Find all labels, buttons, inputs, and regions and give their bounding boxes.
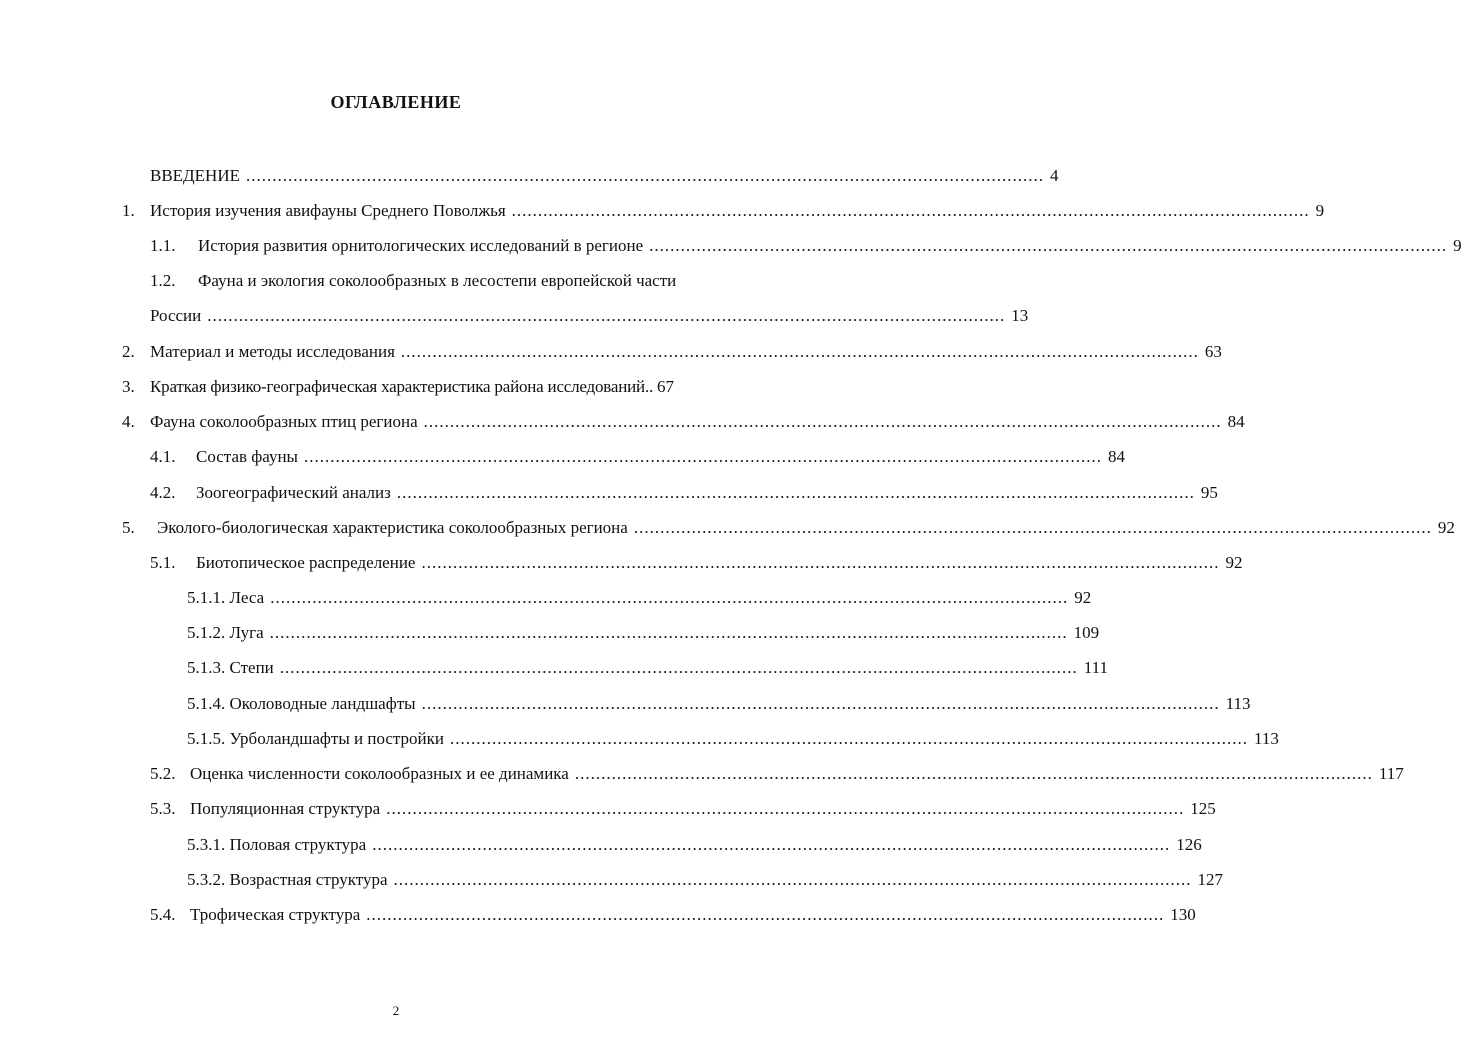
toc-leader: ........................................................................................................................................................ xyxy=(649,236,1448,255)
toc-entry-page: 92 xyxy=(1225,553,1243,572)
toc-entry-number: 4. xyxy=(122,412,135,431)
toc-entry xyxy=(187,869,1224,891)
toc-entry-page: 84 xyxy=(1227,412,1245,431)
toc-entry-page: 130 xyxy=(1170,905,1196,924)
toc-entry-number: 3. xyxy=(122,377,135,396)
toc-entry-page: 109 xyxy=(1073,623,1100,642)
toc-entry-label: Популяционная структура xyxy=(190,799,381,818)
toc-entry-page: 63 xyxy=(1204,342,1222,361)
toc-entry-label: Трофическая структура xyxy=(190,905,361,924)
toc-entry xyxy=(190,904,1196,926)
toc-leader: ........................................................................................................................................................ xyxy=(279,658,1078,677)
toc-leader: ........................................................................................................................................................ xyxy=(396,483,1195,502)
toc-leader: ........................................................................................................................................................ xyxy=(511,201,1310,220)
toc-entry-page: 4 xyxy=(1049,166,1059,185)
toc-entry xyxy=(187,587,1092,609)
toc-entry xyxy=(150,376,724,398)
toc-entry-page: 125 xyxy=(1190,799,1216,818)
toc-leader: ........................................................................................................................................................ xyxy=(386,799,1185,818)
toc-entry-number: 1. xyxy=(122,201,135,220)
toc-entry xyxy=(198,235,1462,257)
toc-leader: ........................................................................................................................................................ xyxy=(450,729,1249,748)
toc-entry-number: 5. xyxy=(122,518,135,537)
toc-leader: ........................................................................................................................................................ xyxy=(421,553,1220,572)
toc-entry-label: 5.1.2. Луга xyxy=(187,623,264,642)
toc-title: ОГЛАВЛЕНИЕ xyxy=(330,92,462,112)
toc-leader: ........................................................................................................................................................ xyxy=(245,166,1044,185)
toc-entry-label: 5.1.1. Леса xyxy=(187,588,265,607)
toc-leader: ........................................................................................................................................................ xyxy=(372,835,1171,854)
toc-entry-page: 111 xyxy=(1083,658,1109,677)
toc-leader: ........................................................................................................................................................ xyxy=(400,342,1199,361)
toc-entry-number: 5.1. xyxy=(150,553,176,572)
toc-entry-label: Зоогеографический анализ xyxy=(196,483,391,502)
toc-entry-label: 5.1.3. Степи xyxy=(187,658,274,677)
toc-entry xyxy=(196,482,1218,504)
toc-entry-label: Краткая физико-географическая характеристика района исследований.. xyxy=(150,377,654,396)
toc-entry xyxy=(157,517,1455,539)
toc-entry xyxy=(187,834,1202,856)
toc-entry-number: 4.2. xyxy=(150,483,176,502)
toc-entry-page: 126 xyxy=(1176,835,1202,854)
toc-entry-label: 5.1.4. Околоводные ландшафты xyxy=(187,694,416,713)
toc-entry-label: Фауна и экология соколообразных в лесостепи европейской части xyxy=(198,271,677,290)
toc-entry-label: Эколого-биологическая характеристика соколообразных региона xyxy=(157,518,628,537)
toc-entry-number: 5.3. xyxy=(150,799,176,818)
toc-entry-label: 5.3.1. Половая структура xyxy=(187,835,367,854)
toc-entry-number: 4.1. xyxy=(150,447,176,466)
toc-entry-page: 92 xyxy=(1437,518,1455,537)
toc-entry xyxy=(150,341,1222,363)
toc-entry xyxy=(196,446,1125,468)
toc-entry xyxy=(187,728,1279,750)
toc-entry-page: 113 xyxy=(1254,729,1279,748)
toc-entry-label: История развития орнитологических исследований в регионе xyxy=(198,236,644,255)
toc-entry-page: 84 xyxy=(1107,447,1125,466)
toc-entry-page: 92 xyxy=(1074,588,1092,607)
toc-entry-page: 113 xyxy=(1225,694,1251,713)
toc-entry-label: Состав фауны xyxy=(196,447,298,466)
toc-entry-number: 1.2. xyxy=(150,271,176,290)
toc-entry-page: 13 xyxy=(1011,306,1029,325)
toc-entry xyxy=(196,552,1243,574)
toc-entry-label: Оценка численности соколообразных и ее динамика xyxy=(190,764,569,783)
toc-entry-page: 127 xyxy=(1197,870,1224,889)
toc-entry-page: 67 xyxy=(657,377,675,396)
toc-leader: ........................................................................................................................................................ xyxy=(207,306,1006,325)
page-number: 2 xyxy=(392,1003,400,1018)
toc-entry-label: 5.3.2. Возрастная структура xyxy=(187,870,388,889)
toc-leader: ........................................................................................................................................................ xyxy=(366,905,1165,924)
toc-entry xyxy=(150,200,1325,222)
toc-entry-page: 117 xyxy=(1378,764,1404,783)
toc-leader: ........................................................................................................................................................ xyxy=(270,588,1069,607)
toc-leader: ........................................................................................................................................................ xyxy=(421,694,1220,713)
toc-entry xyxy=(187,657,1109,679)
toc-leader: ........................................................................................................................................................ xyxy=(393,870,1192,889)
toc-entry xyxy=(150,165,1059,187)
toc-entry-page: 95 xyxy=(1200,483,1218,502)
toc-entry-number: 5.4. xyxy=(150,905,176,924)
toc-leader: ........................................................................................................................................................ xyxy=(269,623,1068,642)
toc-entry-page: 9 xyxy=(1453,236,1462,255)
toc-leader: ........................................................................................................................................................ xyxy=(303,447,1102,466)
toc-entry xyxy=(190,763,1404,785)
toc-entry-number: 5.2. xyxy=(150,764,176,783)
toc-entry-label: Фауна соколообразных птиц региона xyxy=(150,412,418,431)
toc-entry-label: Биотопическое распределение xyxy=(196,553,416,572)
toc-entry-number: 2. xyxy=(122,342,135,361)
toc-entry xyxy=(187,622,1100,644)
toc-entry-label: ВВЕДЕНИЕ xyxy=(150,166,240,185)
toc-entry-page: 9 xyxy=(1315,201,1325,220)
toc-entry-label: Материал и методы исследования xyxy=(150,342,395,361)
toc-entry-number: 1.1. xyxy=(150,236,176,255)
toc-entry-label: 5.1.5. Урболандшафты и постройки xyxy=(187,729,445,748)
toc-entry-label: История изучения авифауны Среднего Поволжья xyxy=(150,201,506,220)
toc-entry xyxy=(187,693,1251,715)
toc-leader: ........................................................................................................................................................ xyxy=(574,764,1373,783)
toc-entry xyxy=(150,305,1029,327)
toc-entry xyxy=(150,411,1245,433)
toc-leader: ........................................................................................................................................................ xyxy=(423,412,1222,431)
toc-entry-label: России xyxy=(150,306,202,325)
toc-leader: ........................................................................................................................................................ xyxy=(633,518,1432,537)
toc-entry xyxy=(190,798,1216,820)
